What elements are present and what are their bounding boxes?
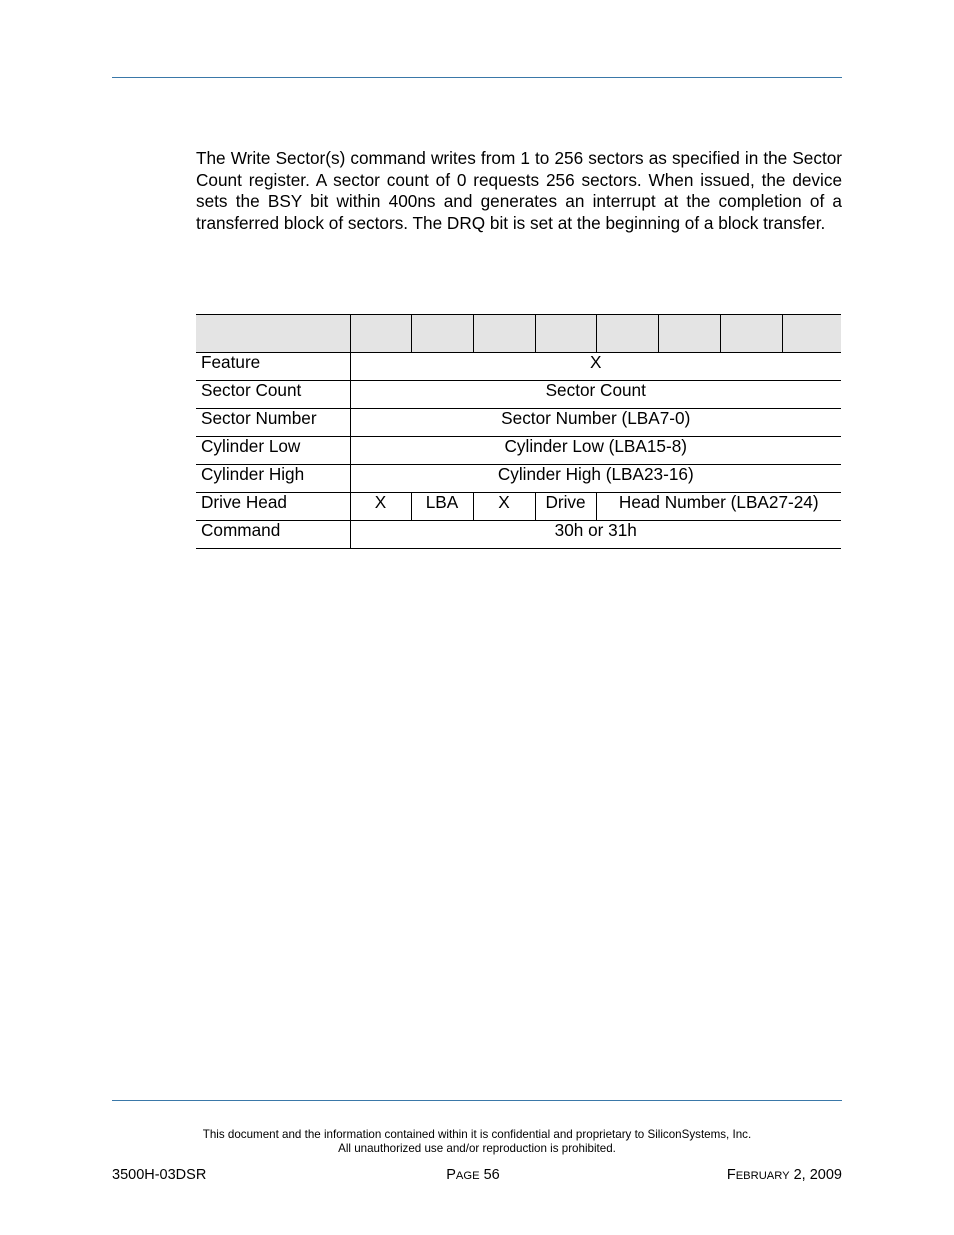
date-month-initial: F xyxy=(726,1167,736,1183)
body-paragraph: The Write Sector(s) command writes from 1 to 256 sectors as specified in the Sector Count register. A sector count of 0 requests 256 sectors. When issued, the device sets the BSY bit within 400ns and generates an interrupt at the completion of a transferred block of sectors. The DRQ bit is set at the beginning of a block transfer. xyxy=(196,148,842,233)
register-label: Sector Number xyxy=(196,409,350,437)
table-row-cylinder-low xyxy=(196,437,841,465)
notice-line: This document and the information contained within it is confidential and proprietary to SiliconSystems, Inc. xyxy=(202,1128,752,1141)
page-indicator xyxy=(112,1167,834,1183)
footer-rule xyxy=(112,1100,842,1101)
register-value: Sector Number (LBA7-0) xyxy=(350,409,841,437)
header-bit-cell xyxy=(535,315,596,353)
register-value: X xyxy=(350,353,841,381)
header-bit-cell xyxy=(782,315,841,353)
date-day-year: 2, 2009 xyxy=(793,1167,842,1183)
register-table xyxy=(196,314,841,549)
notice-line: All unauthorized use and/or reproduction is prohibited. xyxy=(338,1141,616,1155)
bit-value: LBA xyxy=(411,493,473,521)
document-number: 3500H-03DSR xyxy=(112,1167,207,1183)
table-row-sector-count xyxy=(196,381,841,409)
register-label: Sector Count xyxy=(196,381,350,409)
table-row-drive-head xyxy=(196,493,841,521)
page-word-initial: P xyxy=(446,1167,456,1183)
register-label: Cylinder High xyxy=(196,465,350,493)
register-label: Command xyxy=(196,521,350,549)
table-row-feature xyxy=(196,353,841,381)
header-bit-cell xyxy=(658,315,720,353)
register-value: Sector Count xyxy=(350,381,841,409)
bit-value: Drive xyxy=(535,493,596,521)
header-cell xyxy=(196,315,350,353)
register-label: Feature xyxy=(196,353,350,381)
register-label: Drive Head xyxy=(196,493,350,521)
table-row-cylinder-high xyxy=(196,465,841,493)
register-label: Cylinder Low xyxy=(196,437,350,465)
footer xyxy=(112,1167,842,1187)
register-value: Cylinder High (LBA23-16) xyxy=(350,465,841,493)
header-bit-cell xyxy=(596,315,658,353)
register-value: Head Number (LBA27-24) xyxy=(596,493,841,521)
confidentiality-notice xyxy=(112,1128,842,1155)
date-month-rest: EBRUARY xyxy=(735,1170,790,1182)
register-value: 30h or 31h xyxy=(350,521,841,549)
bit-value: X xyxy=(350,493,411,521)
header-bit-cell xyxy=(720,315,782,353)
table-row-sector-number xyxy=(196,409,841,437)
table-header-row xyxy=(196,315,841,353)
header-bit-cell xyxy=(411,315,473,353)
header-bit-cell xyxy=(350,315,411,353)
header-bit-cell xyxy=(473,315,535,353)
register-value: Cylinder Low (LBA15-8) xyxy=(350,437,841,465)
header-rule xyxy=(112,77,842,78)
bit-value: X xyxy=(473,493,535,521)
document-date xyxy=(727,1167,842,1183)
page-word-rest: AGE xyxy=(455,1170,480,1182)
table-row-command xyxy=(196,521,841,549)
page-number: 56 xyxy=(483,1167,500,1183)
